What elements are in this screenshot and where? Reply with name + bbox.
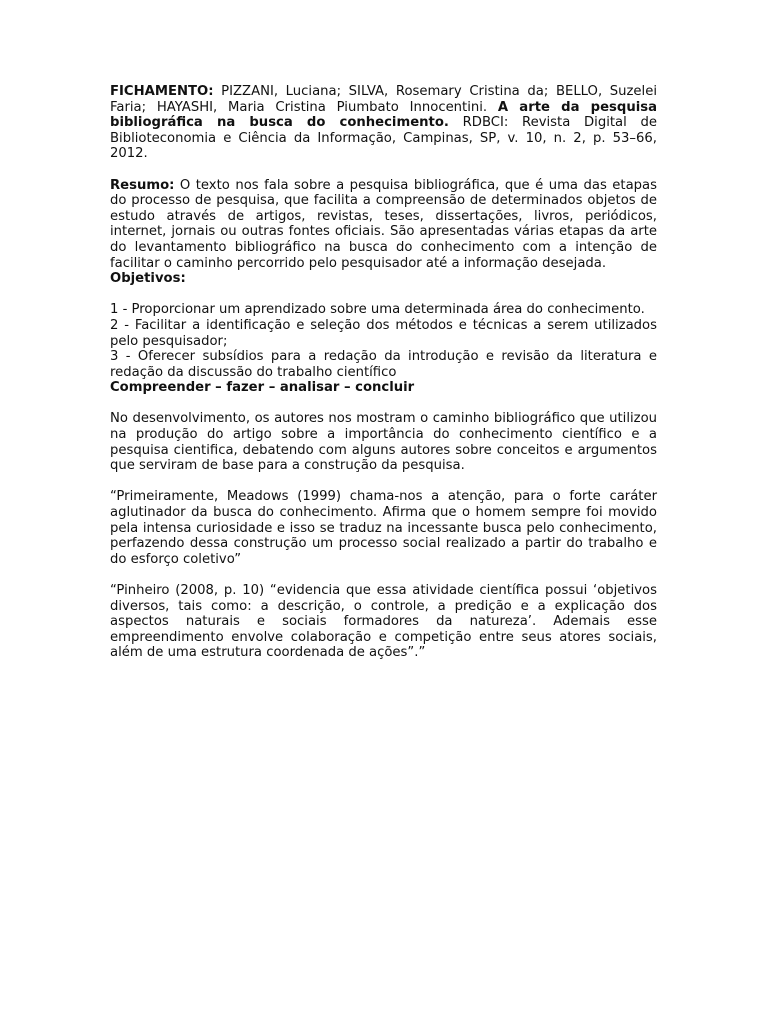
list-item: 2 - Facilitar a identificação e seleção dos métodos e técnicas a serem utilizados pelo pesquisador;	[110, 317, 657, 349]
citation-paragraph	[110, 84, 657, 162]
fichamento-label: FICHAMENTO:	[110, 84, 214, 99]
body-paragraph: No desenvolvimento, os autores nos mostram o caminho bibliográfico que utilizou na produção do artigo sobre a importância do conhecimento científico e a pesquisa cientifica, debatendo com alguns autores sobre conceitos e argumentos que serviram de base para a construção da pesquisa.	[110, 411, 657, 474]
citation-title: A arte da pesquisa bibliográfica na busca do conhecimento.	[110, 99, 657, 131]
resumo-paragraph	[110, 178, 657, 272]
objetivos-heading: Objetivos:	[110, 271, 186, 287]
quote-paragraph: “Pinheiro (2008, p. 10) “evidencia que essa atividade científica possui ‘objetivos diversos, tais como: a descrição, o controle, a predição e a explicação dos aspectos naturais e sociais formadores da natureza’. Ademais esse empreendimento envolve colaboração e competição entre seus atores sociais, além de uma estrutura coordenada de ações”.”	[110, 583, 657, 661]
citation-source: RDBCI: Revista Digital de Biblioteconomia e Ciência da Informação, Campinas, SP, v. 10, n. 2, p. 53–66, 2012.	[110, 115, 658, 162]
document-page	[110, 84, 657, 661]
quote-paragraph: “Primeiramente, Meadows (1999) chama-nos a atenção, para o forte caráter aglutinador da busca do conhecimento. Afirma que o homem sempre foi movido pela intensa curiosidade e isso se traduz na incessante busca pelo conhecimento, perfazendo dessa construção um processo social realizado a partir do trabalho e do esforço coletivo”	[110, 489, 657, 567]
citation-authors: PIZZANI, Luciana; SILVA, Rosemary Cristina da; BELLO, Suzelei Faria; HAYASHI, Maria Cristina Piumbato Innocentini.	[110, 84, 657, 115]
list-item: 1 - Proporcionar um aprendizado sobre uma determinada área do conhecimento.	[110, 302, 645, 318]
list-item: 3 - Oferecer subsídios para a redação da introdução e revisão da literatura e redação da discussão do trabalho científico	[110, 349, 657, 380]
section-heading: Compreender – fazer – analisar – concluir	[110, 380, 415, 396]
objetivos-list	[110, 302, 657, 380]
resumo-label: Resumo:	[110, 177, 175, 193]
resumo-text: O texto nos fala sobre a pesquisa bibliográfica, que é uma das etapas do processo de pesquisa, que facilita a compreensão de determinados objetos de estudo através de artigos, revistas, teses, dissertações, livros, periódicos, internet, jornais ou outras fontes oficiais. São apresentadas várias etapas da arte do levantamento bibliográfico na busca do conhecimento com a intenção de facilitar o caminho percorrido pelo pesquisador até a informação desejada.	[110, 177, 657, 271]
